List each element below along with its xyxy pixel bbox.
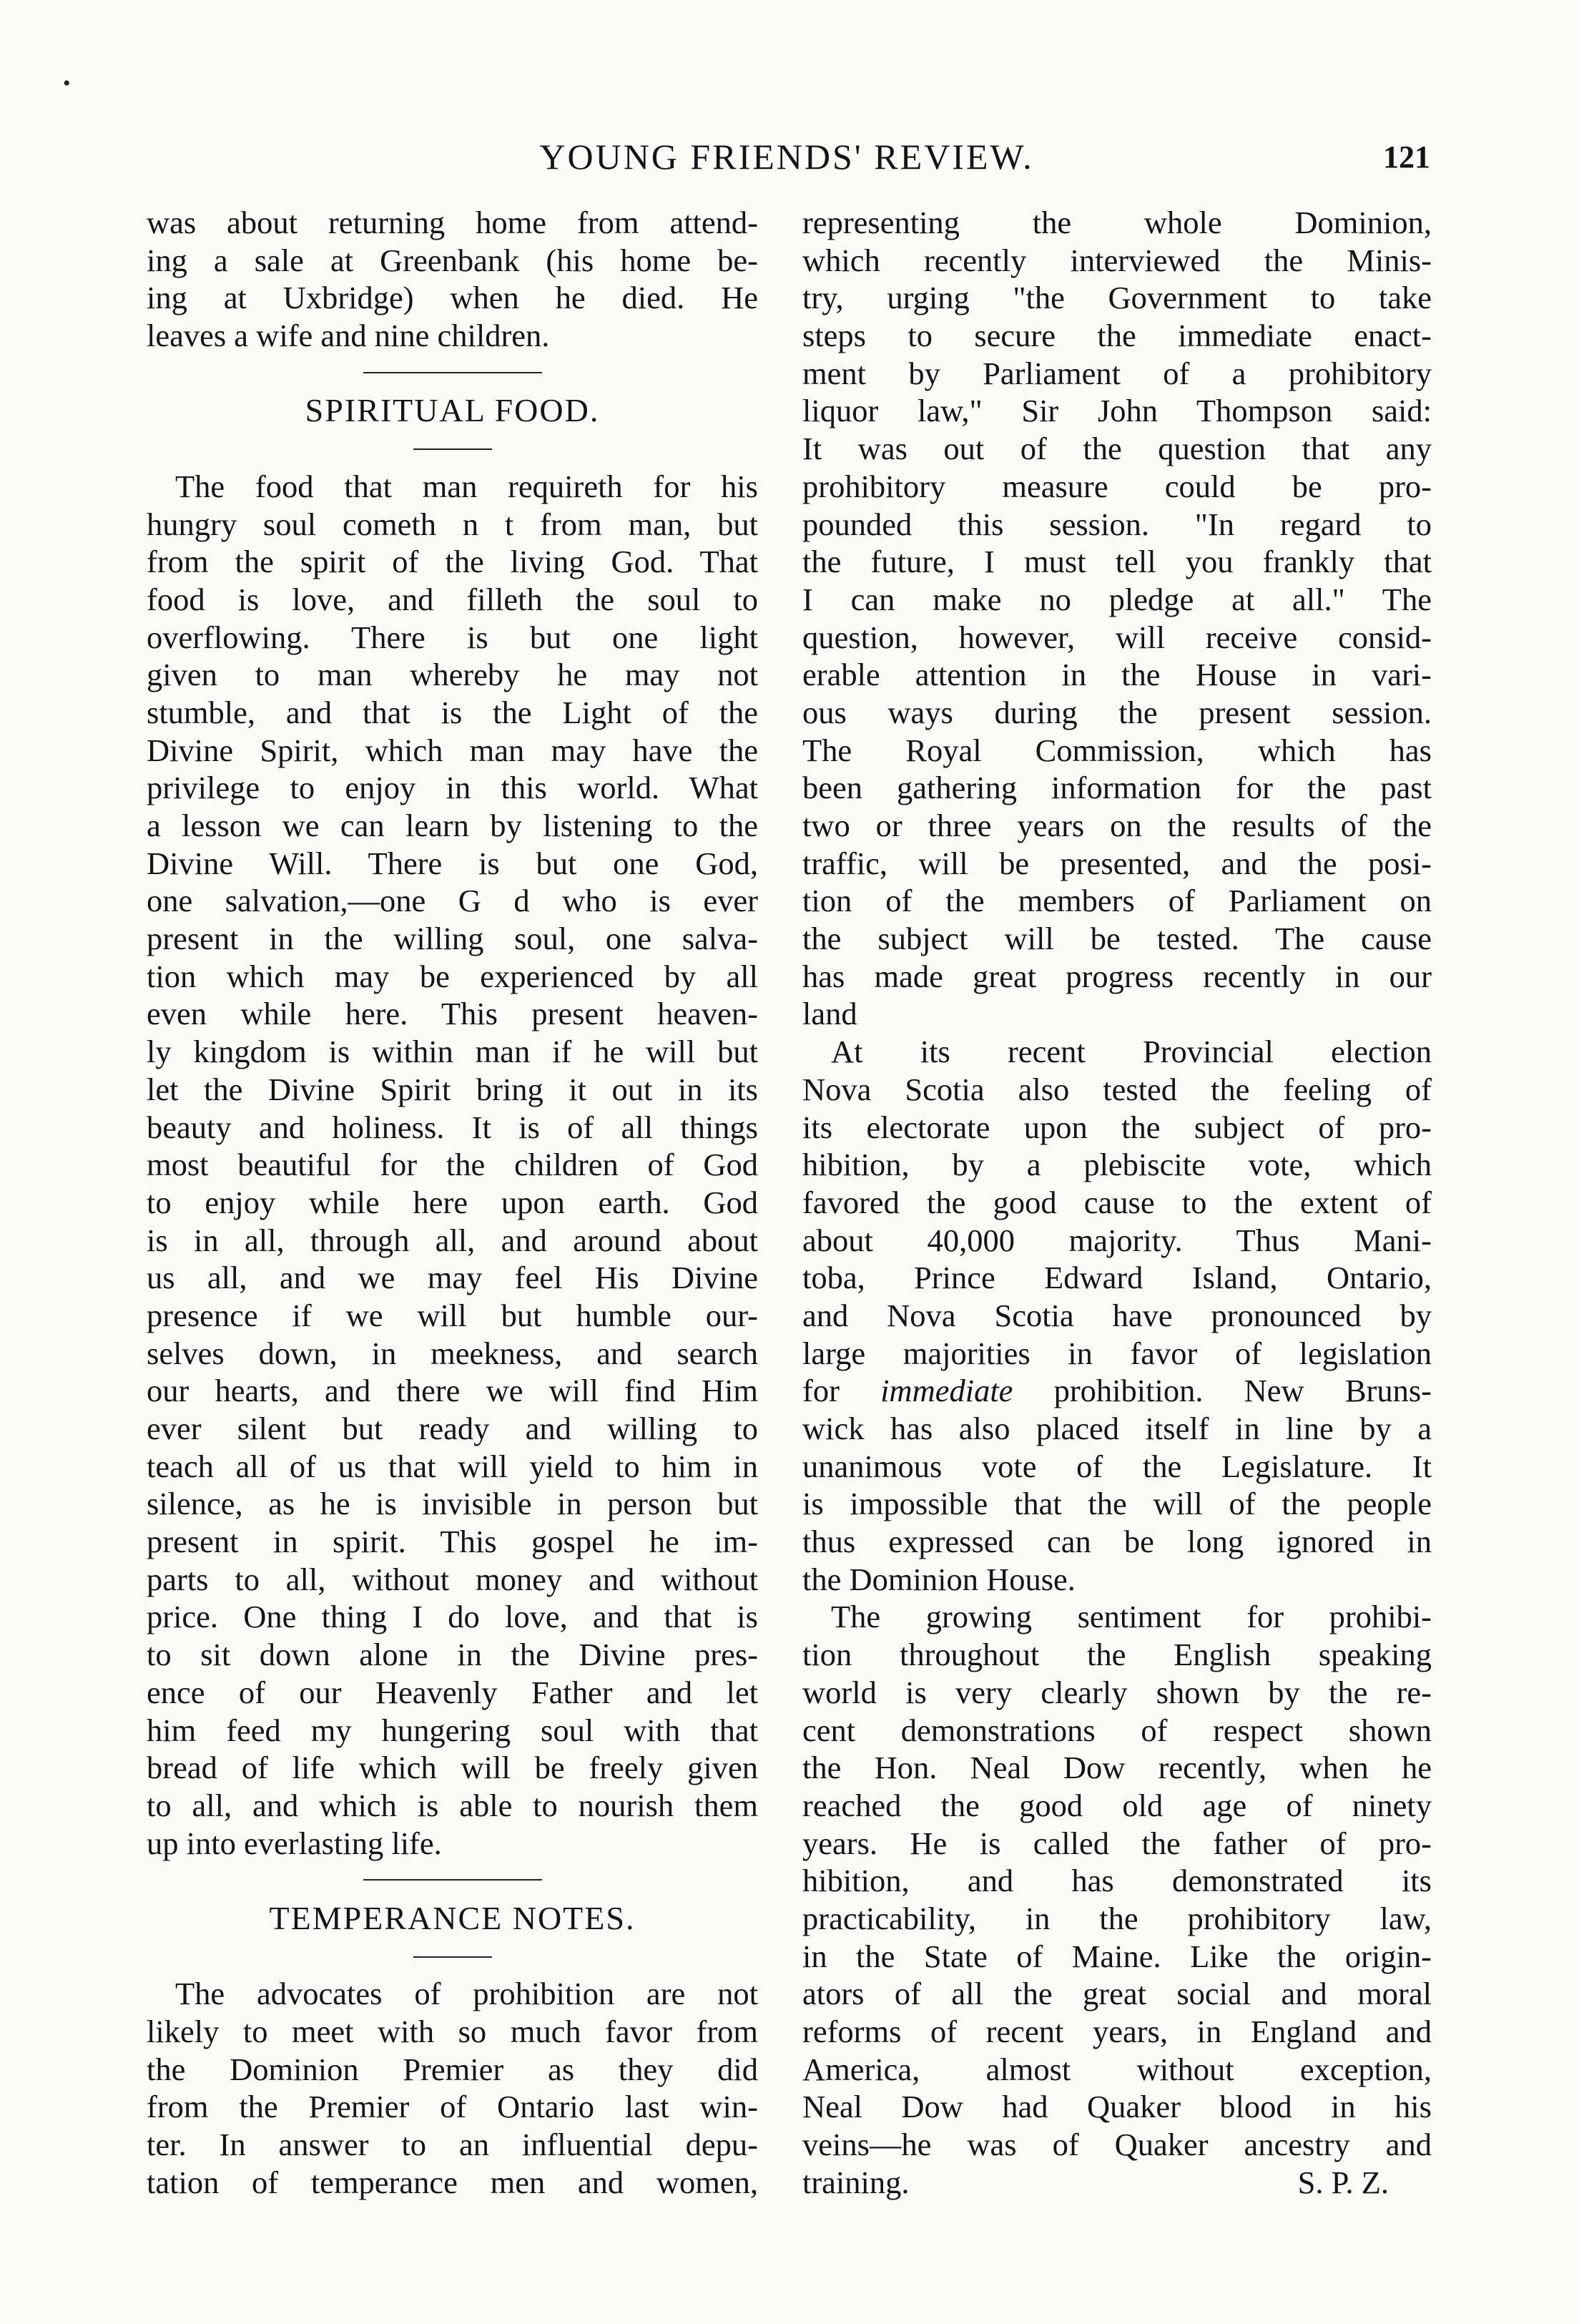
text-line: Divine Will. There is but one God, (147, 845, 758, 881)
text-line: our hearts, and there we will find Him (147, 1373, 758, 1409)
text-line: given to man whereby he may not (147, 657, 758, 693)
text-line: The food that man requireth for his (175, 468, 758, 504)
text-line: try, urging "the Government to take (802, 280, 1432, 316)
text-line: ing a sale at Greenbank (his home be- (147, 242, 758, 278)
text-line: ence of our Heavenly Father and let (147, 1674, 758, 1710)
text-line: The advocates of prohibition are not (175, 1976, 758, 2012)
text-line: representing the whole Dominion, (802, 205, 1432, 240)
text-line: the Hon. Neal Dow recently, when he (802, 1750, 1432, 1786)
text-line: tion which may be experienced by all (147, 958, 758, 994)
text-line: from the spirit of the living God. That (147, 544, 758, 580)
text-line: parts to all, without money and without (147, 1561, 758, 1597)
text-line: present in the willing soul, one salva- (147, 921, 758, 957)
text-line: ment by Parliament of a prohibitory (802, 355, 1432, 391)
text-line: the Dominion Premier as they did (147, 2051, 758, 2087)
temperance-paragraph-3 (802, 1598, 1432, 2201)
text-line: wick has also placed itself in line by a (802, 1411, 1432, 1446)
text-line: likely to meet with so much favor from (147, 2014, 758, 2049)
text-line: erable attention in the House in vari- (802, 657, 1432, 693)
text-line: veins—he was of Quaker ancestry and (802, 2127, 1432, 2163)
text-line: overflowing. There is but one light (147, 619, 758, 655)
text-line: the future, I must tell you frankly that (802, 544, 1432, 580)
text-line: thus expressed can be long ignored in (802, 1524, 1432, 1560)
text-line: hibition, and has demonstrated its (802, 1863, 1432, 1899)
text-line: is in all, through all, and around about (147, 1222, 758, 1258)
temperance-paragraph-2 (802, 1033, 1432, 1598)
text-line: reached the good old age of ninety (802, 1787, 1432, 1823)
right-column (802, 204, 1432, 2201)
text-line: reforms of recent years, in England and (802, 2014, 1432, 2049)
text-line: Nova Scotia also tested the feeling of (802, 1071, 1432, 1107)
text-line: The Royal Commission, which has (802, 732, 1432, 768)
text-line: from the Premier of Ontario last win- (147, 2089, 758, 2125)
text-line: years. He is called the father of pro- (802, 1825, 1432, 1861)
temperance-notes-heading: TEMPERANCE NOTES. (269, 1899, 636, 1936)
author-signature: S. P. Z. (1297, 2164, 1389, 2200)
stray-mark: • (63, 72, 71, 95)
text-line: The growing sentiment for prohibi- (831, 1599, 1432, 1635)
spiritual-food-body (147, 468, 758, 1862)
text-line: privilege to enjoy in this world. What (147, 770, 758, 806)
text-line: price. One thing I do love, and that is (147, 1599, 758, 1635)
text-line: cent demonstrations of respect shown (802, 1712, 1432, 1748)
text-line: hungry soul cometh n t from man, but (147, 506, 758, 542)
text-line: presence if we will but humble our- (147, 1297, 758, 1333)
text-line: in the State of Maine. Like the origin- (802, 1938, 1432, 1974)
text-line: practicability, in the prohibitory law, (802, 1900, 1432, 1936)
left-column (147, 204, 758, 2201)
text-line: up into everlasting life. (147, 1825, 442, 1861)
text-line: favored the good cause to the extent of (802, 1184, 1432, 1220)
text-line: America, almost without exception, (802, 2051, 1432, 2087)
text-line: a lesson we can learn by listening to the (147, 808, 758, 843)
text-line: land (802, 996, 857, 1032)
heading-rule (147, 430, 758, 468)
text-line: let the Divine Spirit bring it out in its (147, 1071, 758, 1107)
text-line: tion throughout the English speaking (802, 1637, 1432, 1673)
text-line: Divine Spirit, which man may have the (147, 732, 758, 768)
temperance-notes-body (147, 1975, 758, 2201)
text-line: traffic, will be presented, and the posi- (802, 845, 1432, 881)
page-number: 121 (1383, 139, 1430, 175)
text-line: It was out of the question that any (802, 431, 1432, 467)
text-line: large majorities in favor of legislation (802, 1335, 1432, 1371)
text-line: to enjoy while here upon earth. God (147, 1184, 758, 1220)
text-line: I can make no pledge at all." The (802, 581, 1432, 617)
text-line: silence, as he is invisible in person but (147, 1486, 758, 1522)
text-line: which recently interviewed the Minis- (802, 242, 1432, 278)
text-line: Neal Dow had Quaker blood in his (802, 2089, 1432, 2125)
text-line: world is very clearly shown by the re- (802, 1674, 1432, 1710)
text-line: stumble, and that is the Light of the (147, 694, 758, 730)
text-line: training. S. P. Z. (802, 2164, 1389, 2200)
text-line: prohibitory measure could be pro- (802, 468, 1432, 504)
text-line: question, however, will receive consid- (802, 619, 1432, 655)
text-line: ter. In answer to an influential depu- (147, 2127, 758, 2163)
text-line: us all, and we may feel His Divine (147, 1260, 758, 1296)
text-line: present in spirit. This gospel he im- (147, 1524, 758, 1560)
text-line: leaves a wife and nine children. (147, 318, 550, 354)
text-line: the subject will be tested. The cause (802, 921, 1432, 957)
text-line: hibition, by a plebiscite vote, which (802, 1147, 1432, 1183)
text-line: two or three years on the results of the (802, 808, 1432, 843)
text-line: food is love, and filleth the soul to (147, 581, 758, 617)
text-line: been gathering information for the past (802, 770, 1432, 806)
continued-text (147, 204, 758, 355)
text-line: ly kingdom is within man if he will but (147, 1034, 758, 1070)
text-line: and Nova Scotia have pronounced by (802, 1297, 1432, 1333)
running-title: YOUNG FRIENDS' REVIEW. (539, 137, 1034, 177)
text-line: ators of all the great social and moral (802, 1976, 1432, 2012)
text-line: ever silent but ready and willing to (147, 1411, 758, 1446)
temperance-paragraph-1 (802, 204, 1432, 1033)
text-line: liquor law," Sir John Thompson said: (802, 393, 1432, 429)
section-divider (147, 355, 758, 393)
section-divider (147, 1862, 758, 1900)
text-line: ing at Uxbridge) when he died. He (147, 280, 758, 316)
text-line: tion of the members of Parliament on (802, 883, 1432, 919)
text-line: its electorate upon the subject of pro- (802, 1109, 1432, 1145)
text-line: bread of life which will be freely given (147, 1750, 758, 1786)
page-header (143, 136, 1430, 186)
text-line: for immediate prohibition. New Bruns- (802, 1373, 1432, 1409)
spiritual-food-heading: SPIRITUAL FOOD. (305, 392, 600, 429)
text-line: is impossible that the will of the people (802, 1486, 1432, 1522)
text-line: tation of temperance men and women, (147, 2164, 758, 2200)
text-line: was about returning home from attend- (147, 205, 758, 240)
text-line: most beautiful for the children of God (147, 1147, 758, 1183)
text-line: ous ways during the present session. (802, 694, 1432, 730)
text-line: has made great progress recently in our (802, 958, 1432, 994)
text-line: teach all of us that will yield to him in (147, 1448, 758, 1484)
text-line: him feed my hungering soul with that (147, 1712, 758, 1748)
text-line: pounded this session. "In regard to (802, 506, 1432, 542)
text-line: unanimous vote of the Legislature. It (802, 1448, 1432, 1484)
text-line: selves down, in meekness, and search (147, 1335, 758, 1371)
text-line: to sit down alone in the Divine pres- (147, 1637, 758, 1673)
text-line: steps to secure the immediate enact- (802, 318, 1432, 354)
text-line: even while here. This present heaven- (147, 996, 758, 1032)
text-line: toba, Prince Edward Island, Ontario, (802, 1260, 1432, 1296)
text-line: At its recent Provincial election (831, 1034, 1432, 1070)
heading-rule (147, 1938, 758, 1976)
text-line: one salvation,—one G d who is ever (147, 883, 758, 919)
text-line: the Dominion House. (802, 1561, 1076, 1597)
text-line: beauty and holiness. It is of all things (147, 1109, 758, 1145)
text-line: about 40,000 majority. Thus Mani- (802, 1222, 1432, 1258)
text-line: to all, and which is able to nourish them (147, 1787, 758, 1823)
